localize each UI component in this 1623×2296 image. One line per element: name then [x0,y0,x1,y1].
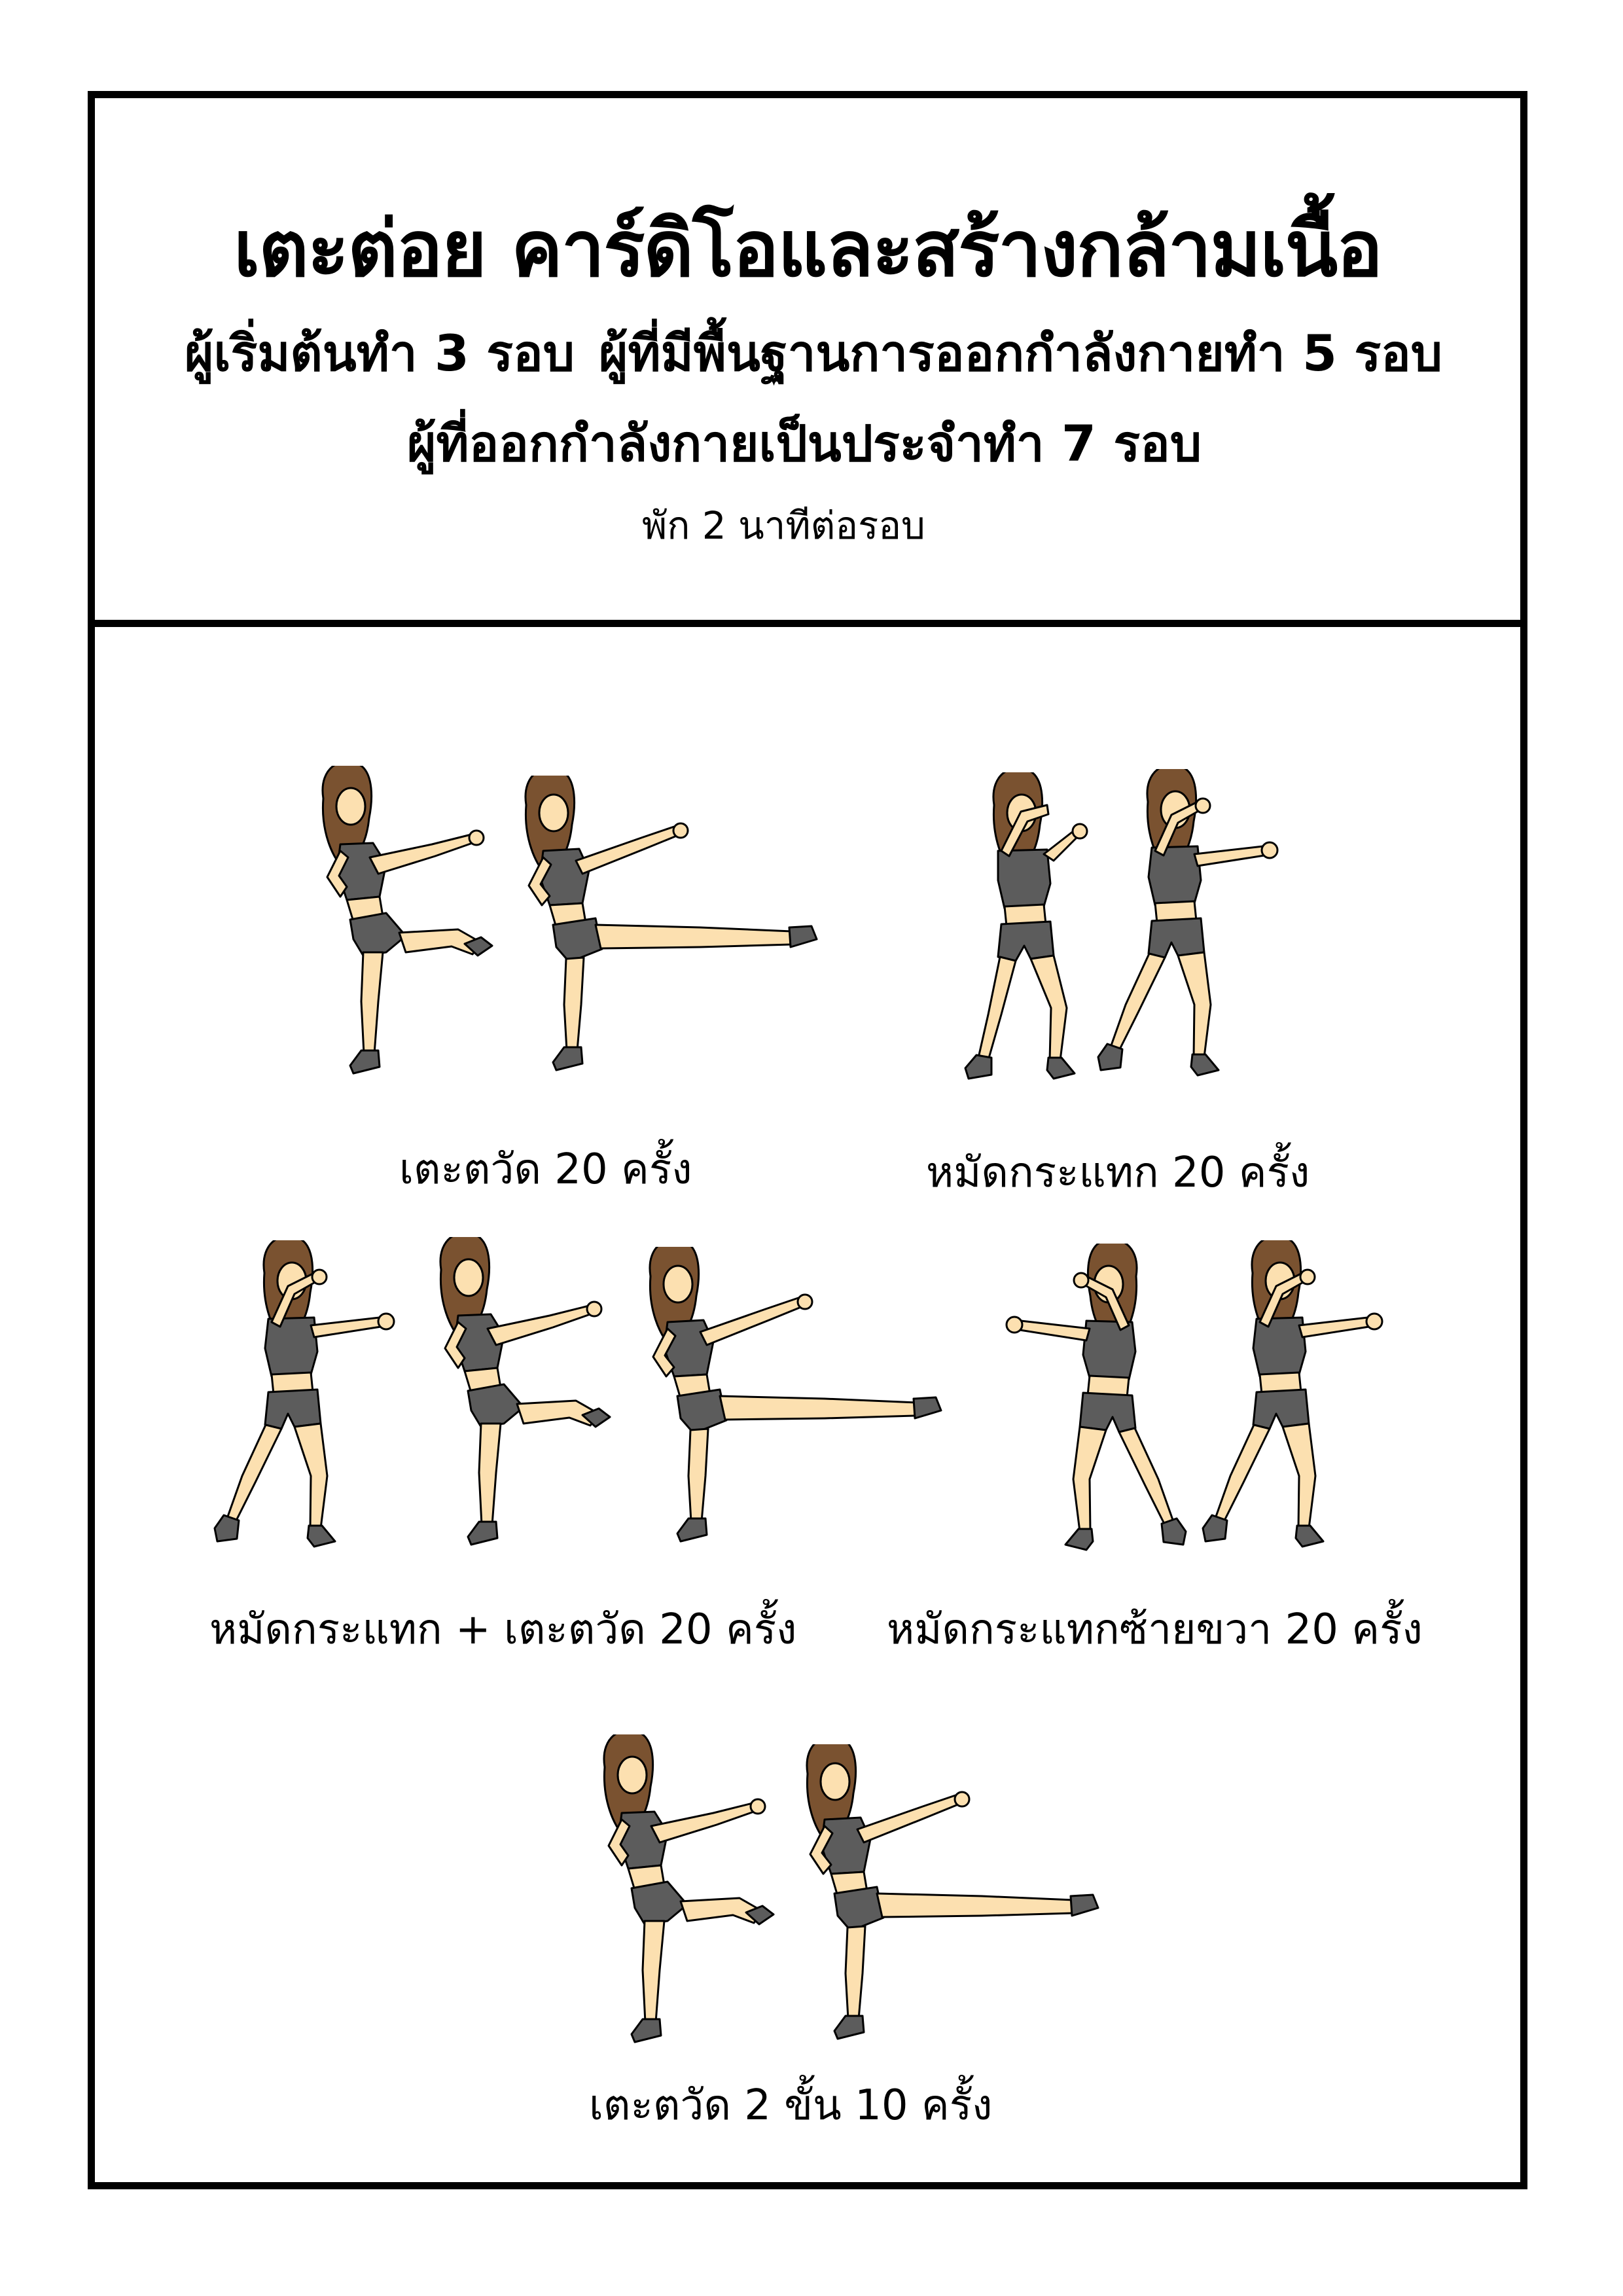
beginner-rounds: ผู้เริ่มต้นทำ 3 รอบ [185,324,575,382]
regular-rounds: ผู้ที่ออกกำลังกายเป็นประจำทำ 7 รอบ [407,414,1202,473]
kick-chamber-figure [301,766,517,1080]
exercise-caption: เตะตวัด 2 ขั้น 10 ครั้ง [589,2081,993,2130]
kick-extend-figure [504,776,844,1077]
rest-note: พัก 2 นาทีต่อรอบ [642,503,925,548]
poster-title: เตะต่อย คาร์ดิโอและสร้างกล้ามเนื้อ [233,203,1382,294]
punch-figure [209,1240,412,1551]
header-section [95,98,1520,627]
intermediate-rounds: ผู้ที่มีพื้นฐานการออกกำลังกายทำ 5 รอบ [599,324,1443,382]
exercise-caption: เตะตวัด 20 ครั้ง [399,1145,692,1194]
punch-figure [1198,1240,1400,1551]
exercise-caption: หมัดกระแทก 20 ครั้ง [926,1149,1310,1197]
exercise-caption: หมัดกระแทก + เตะตวัด 20 ครั้ง [209,1605,797,1654]
kick-chamber-figure [582,1734,798,2049]
punch-figure [1093,769,1296,1080]
kick-extend-figure [628,1247,969,1548]
punch-left-figure [988,1244,1191,1554]
kick-chamber-figure [419,1237,635,1551]
kick-extend-figure [785,1744,1126,2045]
exercise-caption: หมัดกระแทกซ้ายขวา 20 ครั้ง [887,1605,1423,1654]
